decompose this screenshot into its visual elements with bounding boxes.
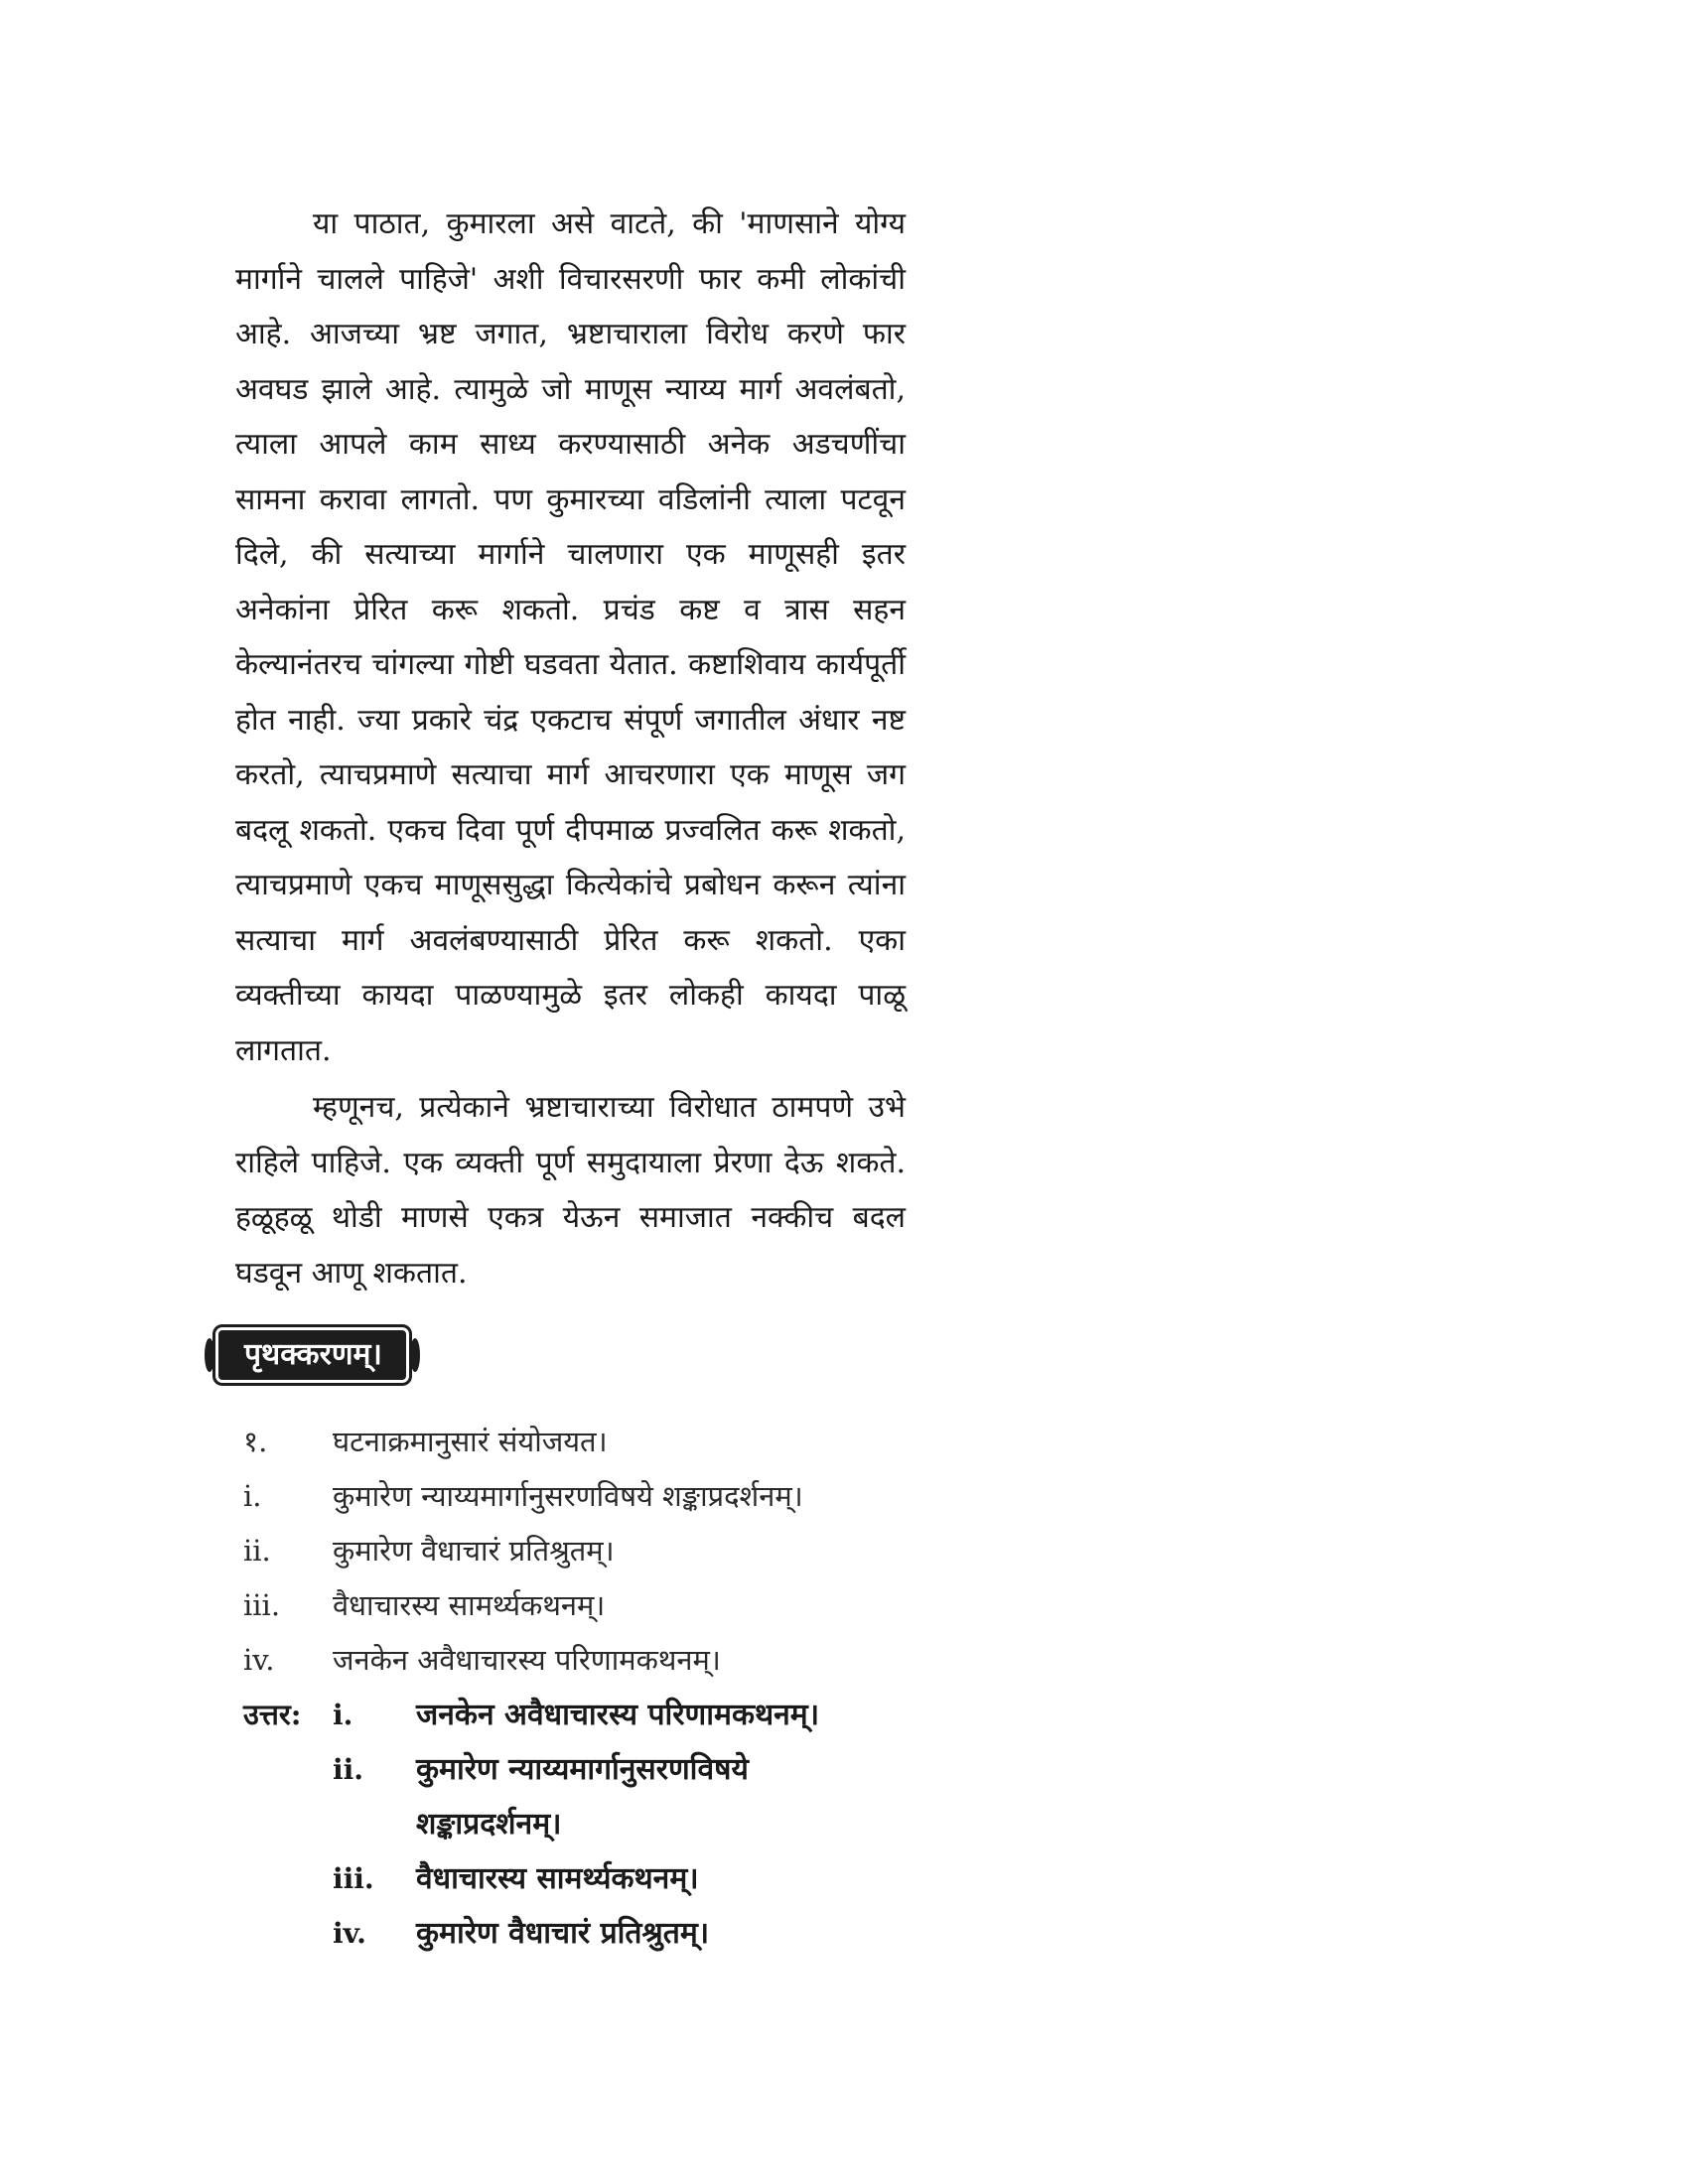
answer-item (235, 1742, 930, 1797)
answer-marker: iv. (333, 1917, 366, 1950)
list-item-marker: iv. (243, 1643, 275, 1677)
answer-text: कुमारेण वैधाचारं प्रतिश्रुतम्। (416, 1916, 710, 1951)
answer-item (235, 1688, 930, 1742)
list-item (235, 1578, 930, 1633)
answer-item (235, 1851, 930, 1906)
answer-label: उत्तर: (243, 1698, 302, 1731)
body-text (235, 197, 906, 1300)
list-item-text: वैधाचारस्य सामर्थ्यकथनम्। (333, 1588, 606, 1622)
question-row (235, 1415, 930, 1469)
list-item-text: जनकेन अवैधाचारस्य परिणामकथनम्। (333, 1643, 721, 1677)
list-item-marker: iii. (243, 1588, 281, 1622)
list-item-text: कुमारेण वैधाचारं प्रतिश्रुतम्। (333, 1534, 615, 1568)
list-item-marker: ii. (243, 1534, 271, 1568)
list-item-text: कुमारेण न्याय्यमार्गानुसरणविषये शङ्काप्रदर्शनम्। (333, 1479, 803, 1513)
answer-text: वैधाचारस्य सामर्थ्यकथनम्। (416, 1861, 699, 1896)
section-heading: पृथक्करणम्। (218, 1330, 406, 1380)
answer-marker: iii. (333, 1862, 374, 1895)
question-instruction: घटनाक्रमानुसारं संयोजयत। (333, 1425, 608, 1458)
list-item (235, 1524, 930, 1578)
question-list (235, 1415, 930, 1688)
paragraph-1: या पाठात, कुमारला असे वाटते, की 'माणसाने योग्य मार्गाने चालले पाहिजे' अशी विचारसरणी फार कमी लोकांची आहे. आजच्या भ्रष्ट जगात, भ्रष्टाचाराला विरोध करणे फार अवघड झाले आहे. त्यामुळे जो माणूस न्याय्य मार्ग अवलंबतो, त्याला आपले काम साध्य करण्यासाठी अनेक अडचणींचा सामना करावा लागतो. पण कुमारच्या वडिलांनी त्याला पटवून दिले, की सत्याच्या मार्गाने चालणारा एक माणूसही इतर अनेकांना प्रेरित करू शकतो. प्रचंड कष्ट व त्रास सहन केल्यानंतरच चांगल्या गोष्टी घडवता येतात. कष्टाशिवाय कार्यपूर्ती होत नाही. ज्या प्रकारे चंद्र एकटाच संपूर्ण जगातील अंधार नष्ट करतो, त्याचप्रमाणे सत्याचा मार्ग आचरणारा एक माणूस जग बदलू शकतो. एकच दिवा पूर्ण दीपमाळ प्रज्वलित करू शकतो, त्याचप्रमाणे एकच माणूससुद्धा कित्येकांचे प्रबोधन करून त्यांना सत्याचा मार्ग अवलंबण्यासाठी प्रेरित करू शकतो. एका व्यक्तीच्या कायदा पाळण्यामुळे इतर लोकही कायदा पाळू लागतात. (235, 206, 906, 1068)
answer-item (235, 1906, 930, 1961)
question-number: १. (243, 1425, 268, 1458)
answer-item-continuation (235, 1797, 930, 1851)
answer-marker: i. (333, 1699, 353, 1731)
list-item (235, 1633, 930, 1688)
list-item-marker: i. (243, 1479, 262, 1513)
paragraph-2: म्हणूनच, प्रत्येकाने भ्रष्टाचाराच्या विरोधात ठामपणे उभे राहिले पाहिजे. एक व्यक्ती पूर्ण समुदायाला प्रेरणा देऊ शकते. हळूहळू थोडी माणसे एकत्र येऊन समाजात नक्कीच बदल घडवून आणू शकतात. (235, 1090, 906, 1291)
answer-block (235, 1688, 930, 1961)
list-item (235, 1469, 930, 1524)
answer-text: जनकेन अवैधाचारस्य परिणामकथनम्। (416, 1698, 820, 1732)
answer-text: कुमारेण न्याय्यमार्गानुसरणविषये (416, 1752, 749, 1787)
answer-text: शङ्काप्रदर्शनम्। (416, 1807, 562, 1842)
answer-marker: ii. (333, 1753, 364, 1786)
